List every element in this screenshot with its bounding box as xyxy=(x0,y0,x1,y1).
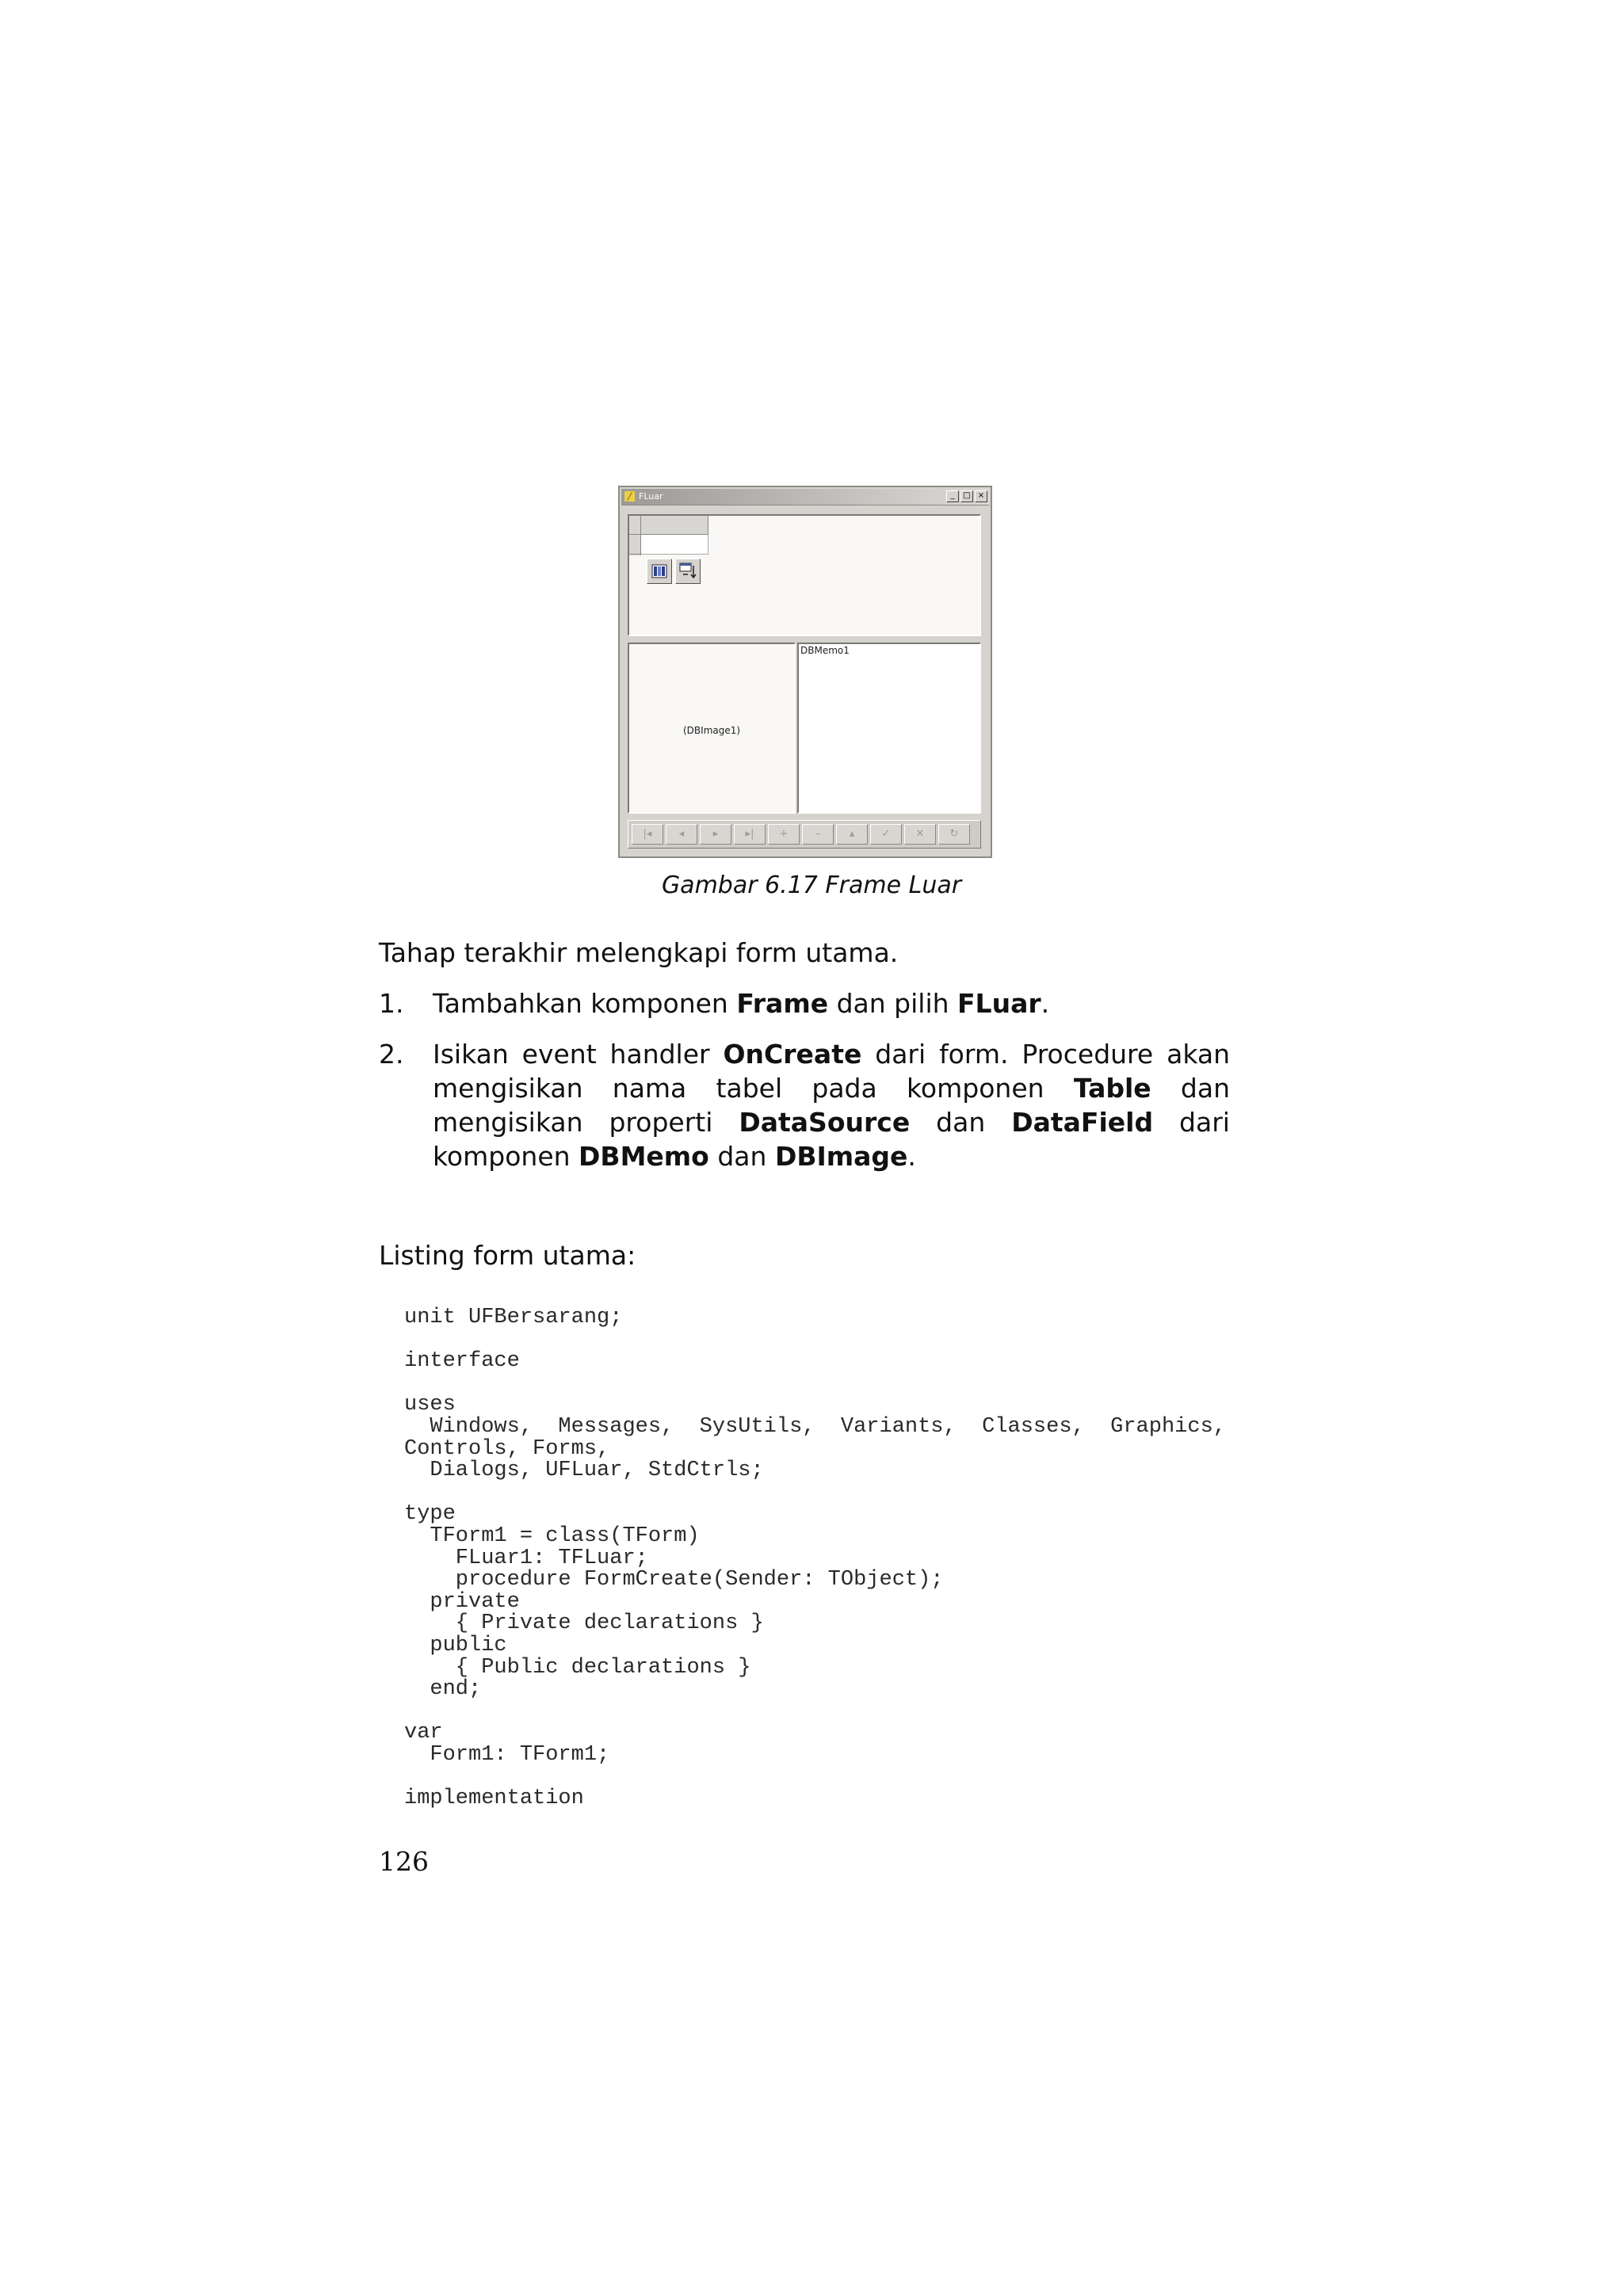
maximize-button[interactable]: □ xyxy=(960,490,973,502)
step2-line1: Isikan event handler OnCreate dari form. Procedure akan xyxy=(433,1039,1230,1070)
post-icon[interactable]: ✓ xyxy=(870,824,902,845)
grid-data-cell[interactable] xyxy=(641,535,708,555)
grid-header-cell xyxy=(641,516,708,535)
dbgrid-panel xyxy=(628,514,981,636)
next-icon[interactable]: ▸ xyxy=(700,824,731,845)
fluar-window-figure xyxy=(618,486,992,858)
refresh-icon[interactable]: ↻ xyxy=(938,824,970,845)
page-number: 126 xyxy=(379,1846,429,1877)
step2-line4: komponen DBMemo dan DBImage. xyxy=(433,1141,916,1172)
step1-text: Tambahkan komponen Frame dan pilih FLuar. xyxy=(433,988,1050,1019)
grid-indicator-column xyxy=(629,516,641,555)
step2-line2: mengisikan nama tabel pada komponen Table dan xyxy=(433,1073,1231,1104)
window-title: FLuar xyxy=(639,491,663,502)
step2-line3: mengisikan properti DataSource dan DataField dari xyxy=(433,1107,1230,1138)
dbnavigator xyxy=(628,820,981,849)
intro-paragraph: Tahap terakhir melengkapi form utama. xyxy=(379,937,899,968)
first-icon[interactable]: |◂ xyxy=(632,824,663,845)
dbimage-pane xyxy=(628,643,796,814)
datasource-icon[interactable] xyxy=(647,559,672,584)
delphi-app-icon xyxy=(624,490,636,502)
table-icon[interactable] xyxy=(675,559,701,584)
dbmemo-pane[interactable] xyxy=(797,643,981,814)
step2-number: 2. xyxy=(379,1039,404,1070)
figure-caption: Gambar 6.17 Frame Luar xyxy=(661,871,962,899)
minimize-button[interactable]: _ xyxy=(946,490,959,502)
window-titlebar xyxy=(621,489,989,505)
dbimage-label: (DBImage1) xyxy=(683,725,741,736)
step1-number: 1. xyxy=(379,988,404,1019)
last-icon[interactable]: ▸| xyxy=(734,824,766,845)
cancel-icon[interactable]: ✕ xyxy=(904,824,936,845)
dbmemo-label: DBMemo1 xyxy=(800,645,850,656)
listing-heading: Listing form utama: xyxy=(379,1240,636,1271)
delete-icon[interactable]: – xyxy=(802,824,834,845)
code-listing: unit UFBersarang; interface uses Windows, Messages, SysUtils, Variants, Classes, Graphics, Controls, Forms, Dialogs, UFLuar, StdCtrls; type TForm1 = class(TForm) FLuar1: TFLuar; procedure FormCreate(Sender: TObject); private { Private declarations } public { Public declarations } end; var Form1: TForm1; implementation xyxy=(404,1306,1226,1811)
close-button[interactable]: × xyxy=(975,490,987,502)
edit-icon[interactable]: ▴ xyxy=(836,824,868,845)
prior-icon[interactable]: ◂ xyxy=(666,824,697,845)
insert-icon[interactable]: + xyxy=(768,824,800,845)
